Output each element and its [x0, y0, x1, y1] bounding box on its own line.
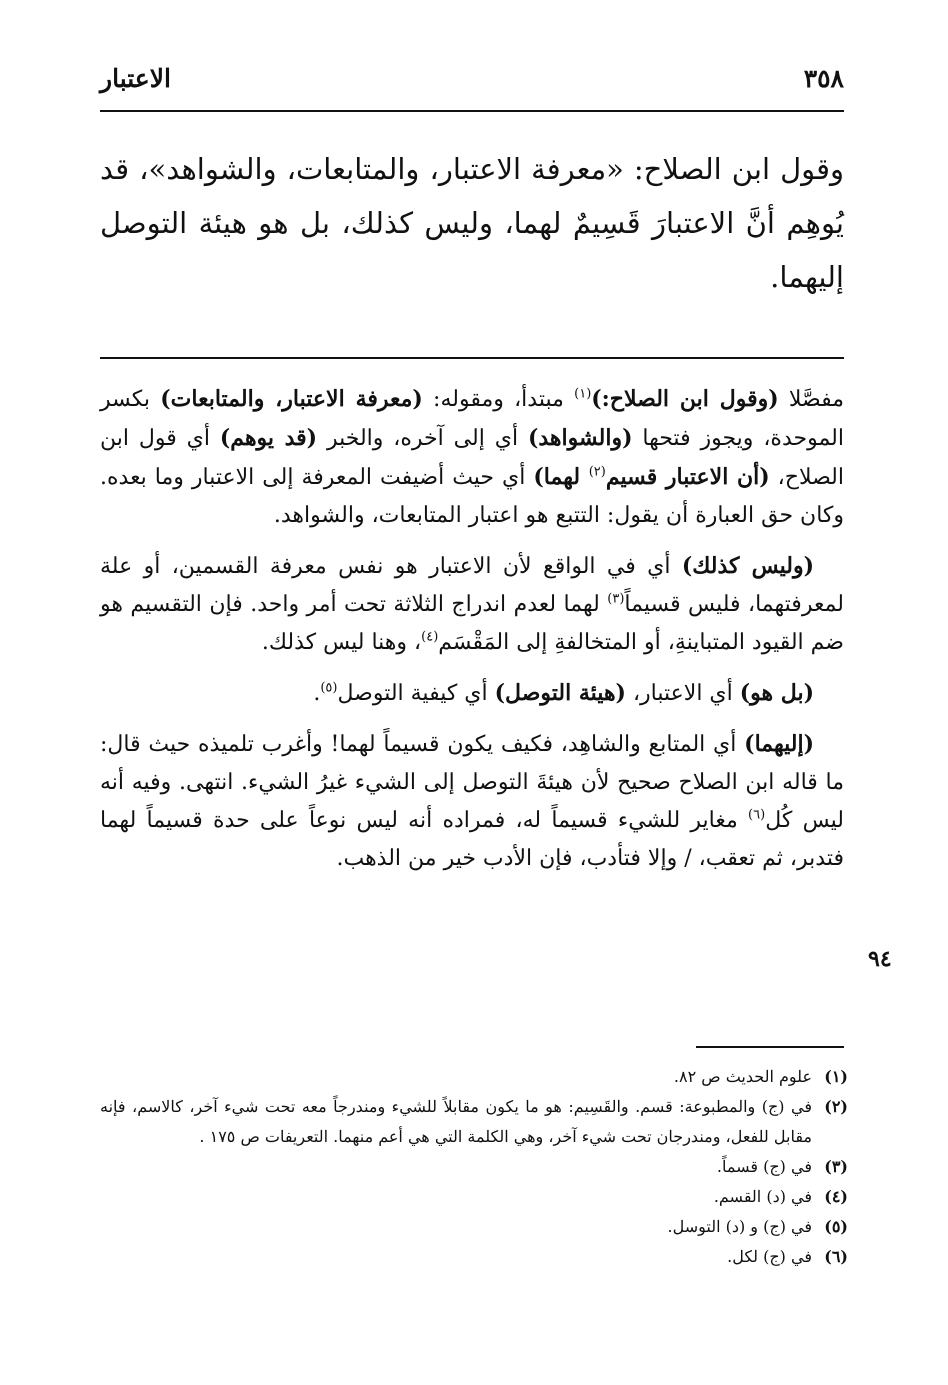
footnote-text: في (د) القسم.	[713, 1187, 812, 1206]
footnote-number: (٤)	[824, 1187, 848, 1206]
footnote-number: (٥)	[824, 1217, 848, 1236]
footnote-ref: (٤)	[421, 629, 439, 645]
quoted-text: (والشواهد)	[527, 425, 633, 451]
text-run: أي كيفية التوصل	[337, 681, 495, 706]
text-run: مبتدأ، ومقوله:	[422, 387, 575, 412]
footnote-ref: (٣)	[607, 591, 625, 607]
footnote-separator	[696, 1046, 844, 1048]
footnote-ref: (٥)	[320, 680, 338, 696]
text-run: أي قول ابن الصلاح،	[100, 426, 844, 490]
footnote	[100, 1182, 848, 1212]
text-run: أي الاعتبار،	[625, 681, 740, 706]
footnote	[100, 1242, 848, 1272]
footnote-number: (٦)	[824, 1247, 848, 1266]
commentary-paragraph-1	[100, 380, 844, 535]
commentary-separator	[100, 357, 844, 359]
quoted-text: لهما)	[533, 464, 589, 490]
text-run: .	[313, 681, 321, 706]
quoted-text: (هيئة التوصل)	[494, 680, 626, 706]
footnote	[100, 1092, 848, 1152]
quoted-text: (إليهما)	[744, 731, 814, 757]
footnote-number: (٣)	[824, 1157, 848, 1176]
text-run: أي إلى آخره، والخبر	[317, 426, 528, 451]
footnote-number: (٢)	[824, 1097, 848, 1116]
footnote-ref: (٢)	[588, 464, 606, 480]
header-rule	[100, 110, 844, 112]
text-run: أي المتابع والشاهِد، فكيف يكون قسيماً لهما! وأغرب تلميذه حيث قال: ما قاله ابن الصلاح صحيح لأن هيئةَ التوصل إلى الشيء غيرُ الشيء. انتهى. وفيه أنه ليس كُل	[100, 732, 844, 833]
footnote-text: في (ج) و (د) التوسل.	[667, 1217, 812, 1236]
commentary	[100, 380, 844, 890]
footnote-ref: (٦)	[748, 807, 766, 823]
footnote	[100, 1212, 848, 1242]
manuscript-folio-number: ٩٤	[868, 946, 892, 972]
quoted-text: (قد يوهم)	[219, 425, 318, 451]
footnote	[100, 1152, 848, 1182]
footnote-text: في (ج) قسماً.	[716, 1157, 812, 1176]
running-title: الاعتبار	[100, 64, 171, 93]
text-run: بكسر الموحدة، ويجوز فتحها	[100, 387, 844, 451]
text-run: ، وهنا ليس كذلك.	[261, 630, 422, 655]
quoted-text: (أن الاعتبار قسيم	[605, 464, 770, 490]
footnote	[100, 1062, 848, 1092]
footnote-number: (١)	[824, 1067, 848, 1086]
footnote-text: علوم الحديث ص ٨٢.	[673, 1067, 812, 1086]
quoted-text: (وليس كذلك)	[681, 553, 814, 579]
footnote-text: في (ج) والمطبوعة: قسم. والقَسِيم: هو ما يكون مقابلاً للشيء ومندرجاً معه تحت شيء آخر، كالاسم، فإنه مقابل للفعل، ومندرجان تحت شيء آخر، وهي الكلمة التي هي أعم منهما. التعريفات ص ١٧٥ .	[100, 1097, 812, 1146]
commentary-paragraph-3	[100, 674, 844, 713]
quoted-text: (وقول ابن الصلاح:)	[591, 386, 779, 412]
commentary-paragraph-4	[100, 725, 844, 878]
page-number: ٣٥٨	[803, 64, 844, 93]
footnotes	[100, 1062, 848, 1272]
text-run: أي حيث أضيفت المعرفة إلى الاعتبار وما بعده. وكان حق العبارة أن يقول: التتبع هو اعتبار المتابعات، والشواهد.	[100, 465, 844, 528]
text-run: مغاير للشيء قسيماً له، فمراده أنه ليس نوعاً على حدة قسيماً لهما فتدبر، ثم تعقب، / وإلا فتأدب، فإن الأدب خير من الذهب.	[100, 808, 844, 871]
text-run: لهما لعدم اندراج الثلاثة تحت أمر واحد. فإن التقسيم هو ضم القيود المتباينةِ، أو المتخالفةِ إلى المَقْسَم	[100, 592, 844, 655]
main-text	[100, 142, 844, 304]
commentary-paragraph-2	[100, 547, 844, 662]
footnote-text: في (ج) لكل.	[727, 1247, 812, 1266]
quoted-text: (بل هو)	[739, 680, 814, 706]
text-run: أي في الواقع لأن الاعتبار هو نفس معرفة القسمين، أو علة لمعرفتهما، فليس قسيماً	[100, 554, 844, 617]
page-header	[100, 64, 844, 104]
text-run: مفصَّلا	[778, 387, 845, 412]
quoted-text: (معرفة الاعتبار، والمتابعات)	[160, 386, 423, 412]
main-text-paragraph: وقول ابن الصلاح: «معرفة الاعتبار، والمتابعات، والشواهد»، قد يُوهِم أنَّ الاعتبارَ قَسِيمٌ لهما، وليس كذلك، بل هو هيئة التوصل إليهما.	[100, 152, 844, 294]
footnote-ref: (١)	[574, 386, 592, 402]
